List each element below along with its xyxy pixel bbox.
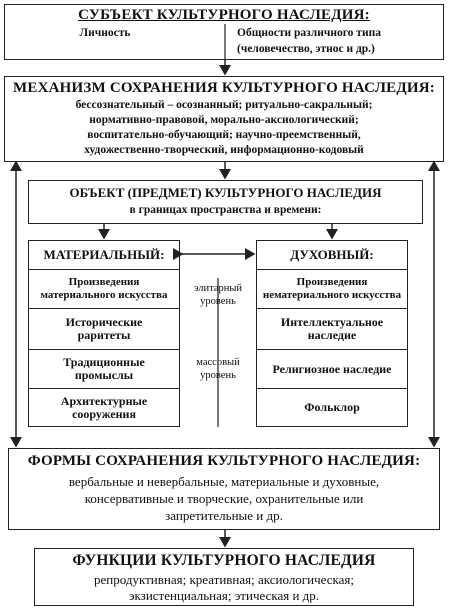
- forms-line-3: запретительные и др.: [165, 508, 283, 523]
- spiritual-header: ДУХОВНЫЙ:: [290, 247, 374, 262]
- subject-right-line2: (человечество, этнос и др.): [237, 43, 375, 55]
- mechanism-line-4: художественно-творческий, информационно-кодовый: [84, 144, 364, 156]
- mass-level-word1: массовый: [196, 357, 240, 368]
- material-item-1-line1: Произведения: [68, 276, 140, 288]
- material-item-2-line2: раритеты: [77, 328, 131, 342]
- mechanism-line-2: нормативно-правовой, морально-аксиологический;: [89, 114, 359, 126]
- spiritual-item-3-line1: Религиозное наследие: [272, 361, 392, 376]
- spiritual-item-1-line1: Произведения: [296, 276, 368, 288]
- subject-right-line1: Общности различного типа: [237, 27, 381, 39]
- material-item-4-line1: Архитектурные: [60, 393, 148, 408]
- spiritual-item-2-line2: наследие: [307, 328, 357, 342]
- forms-title: ФОРМЫ СОХРАНЕНИЯ КУЛЬТУРНОГО НАСЛЕДИЯ:: [27, 453, 421, 469]
- material-item-4-line2: сооружения: [72, 406, 136, 421]
- forms-line-1: вербальные и невербальные, материальные и духовные,: [68, 474, 380, 489]
- spiritual-item-4-line1: Фольклор: [304, 400, 360, 414]
- spiritual-item-2-line1: Интеллектуальное: [280, 315, 384, 329]
- material-item-3-line2: промыслы: [74, 368, 134, 382]
- spiritual-item-1-line2: нематериального искусства: [262, 289, 402, 301]
- mechanism-line-3: воспитательно-обучающий; научно-преемственный,: [87, 129, 361, 141]
- material-item-2-line1: Исторические: [65, 315, 143, 329]
- mechanism-title: МЕХАНИЗМ СОХРАНЕНИЯ КУЛЬТУРНОГО НАСЛЕДИЯ:: [13, 80, 435, 96]
- functions-line-2: экзистенциальная; этическая и др.: [128, 588, 320, 603]
- subject-title: СУБЪЕКТ КУЛЬТУРНОГО НАСЛЕДИЯ:: [78, 7, 370, 23]
- forms-line-2: консервативные и творческие, охранительные или: [84, 491, 364, 506]
- elite-level-word2: уровень: [200, 296, 236, 307]
- functions-title: ФУНКЦИИ КУЛЬТУРНОГО НАСЛЕДИЯ: [72, 552, 376, 569]
- elite-level-word1: элитарный: [193, 283, 243, 294]
- object-title: ОБЪЕКТ (ПРЕДМЕТ) КУЛЬТУРНОГО НАСЛЕДИЯ: [69, 185, 382, 200]
- mechanism-line-1: бессознательный – осознанный; ритуально-сакральный;: [75, 99, 373, 111]
- material-header: МАТЕРИАЛЬНЫЙ:: [43, 247, 165, 262]
- object-subtitle: в границах пространства и времени:: [129, 204, 322, 216]
- subject-left: Личность: [79, 27, 131, 39]
- material-item-3-line1: Традиционные: [63, 355, 145, 369]
- mass-level-word2: уровень: [200, 370, 236, 381]
- functions-line-1: репродуктивная; креативная; аксиологическая;: [94, 572, 354, 587]
- material-item-1-line2: материального искусства: [40, 289, 168, 301]
